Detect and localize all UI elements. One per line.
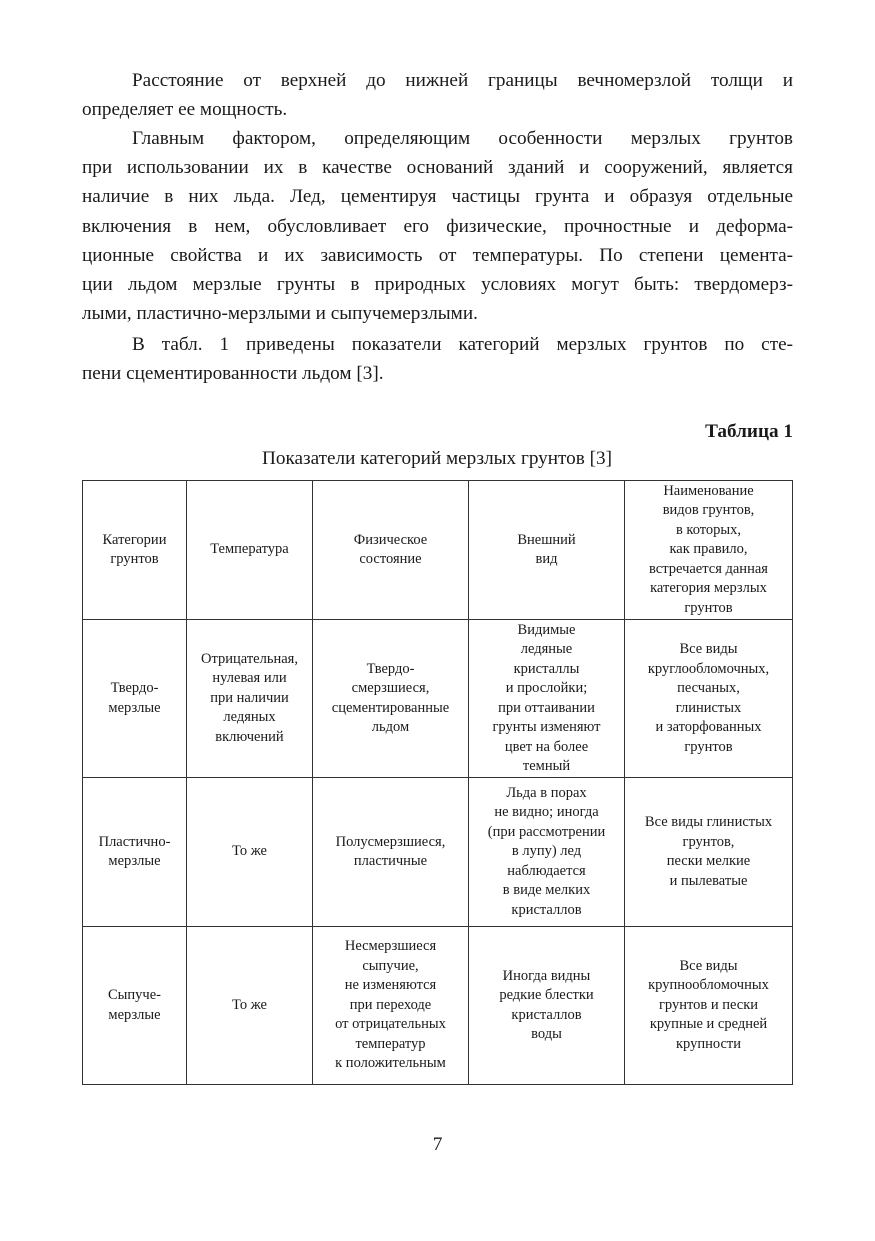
table-row bbox=[83, 778, 793, 927]
text-line: пени сцементированности льдом [3]. bbox=[82, 363, 384, 385]
frozen-soils-table bbox=[82, 480, 793, 1085]
table-cell: Несмерзшиеся сыпучие, не изменяются при переходе от отрицательных температур к положительным bbox=[313, 927, 469, 1085]
table-header-row bbox=[83, 481, 793, 620]
text-line: при использовании их в качестве оснований зданий и сооружений, является bbox=[82, 157, 793, 179]
table-row bbox=[83, 927, 793, 1085]
table-number: Таблица 1 bbox=[705, 421, 793, 442]
table-cell: Сыпуче- мерзлые bbox=[83, 927, 187, 1085]
text-line: Главным фактором, определяющим особенности мерзлых грунтов bbox=[132, 128, 793, 149]
table-title: Показатели категорий мерзлых грунтов [3] bbox=[262, 448, 612, 469]
header-cell: Внешний вид bbox=[469, 481, 625, 620]
header-cell: Наименование видов грунтов, в которых, как правило, встречается данная категория мерзлых грунтов bbox=[625, 481, 793, 620]
table-cell: Отрицательная, нулевая или при наличии ледяных включений bbox=[187, 620, 313, 778]
text-line: Расстояние от верхней до нижней границы вечномерзлой толщи и bbox=[132, 70, 793, 91]
paragraph-1 bbox=[82, 66, 793, 124]
table-row bbox=[83, 620, 793, 778]
table-cell: Иногда видны редкие блестки кристаллов воды bbox=[469, 927, 625, 1085]
page-number: 7 bbox=[432, 1134, 443, 1155]
table-cell: Полусмерзшиеся, пластичные bbox=[313, 778, 469, 927]
table-cell: Пластично- мерзлые bbox=[83, 778, 187, 927]
table-cell: То же bbox=[187, 778, 313, 927]
table-cell: Все виды глинистых грунтов, пески мелкие и пылеватые bbox=[625, 778, 793, 927]
header-cell: Категории грунтов bbox=[83, 481, 187, 620]
table-cell: Все виды круглообломочных, песчаных, глинистых и заторфованных грунтов bbox=[625, 620, 793, 778]
text-line: определяет ее мощность. bbox=[82, 99, 288, 121]
table-cell: Твердо- смерзшиеся, сцементированные льдом bbox=[313, 620, 469, 778]
header-cell: Физическое состояние bbox=[313, 481, 469, 620]
text-line: лыми, пластично-мерзлыми и сыпучемерзлыми. bbox=[82, 303, 478, 325]
text-line: В табл. 1 приведены показатели категорий мерзлых грунтов по сте- bbox=[132, 334, 793, 355]
table-cell: То же bbox=[187, 927, 313, 1085]
table-cell: Твердо- мерзлые bbox=[83, 620, 187, 778]
text-line: наличие в них льда. Лед, цементируя частицы грунта и образуя отдельные bbox=[82, 186, 793, 208]
header-cell: Температура bbox=[187, 481, 313, 620]
table-cell: Все виды крупнообломочных грунтов и пески крупные и средней крупности bbox=[625, 927, 793, 1085]
text-line: включения в нем, обусловливает его физические, прочностные и деформа- bbox=[82, 215, 793, 237]
text-line: ции льдом мерзлые грунты в природных условиях могут быть: твердомерз- bbox=[82, 273, 793, 295]
table-cell: Видимые ледяные кристаллы и прослойки; при оттаивании грунты изменяют цвет на более темный bbox=[469, 620, 625, 778]
paragraph-3 bbox=[82, 330, 793, 388]
paragraph-2 bbox=[82, 124, 793, 328]
text-line: ционные свойства и их зависимость от температуры. По степени цемента- bbox=[82, 244, 793, 266]
table-cell: Льда в порах не видно; иногда (при рассмотрении в лупу) лед наблюдается в виде мелких кристаллов bbox=[469, 778, 625, 927]
